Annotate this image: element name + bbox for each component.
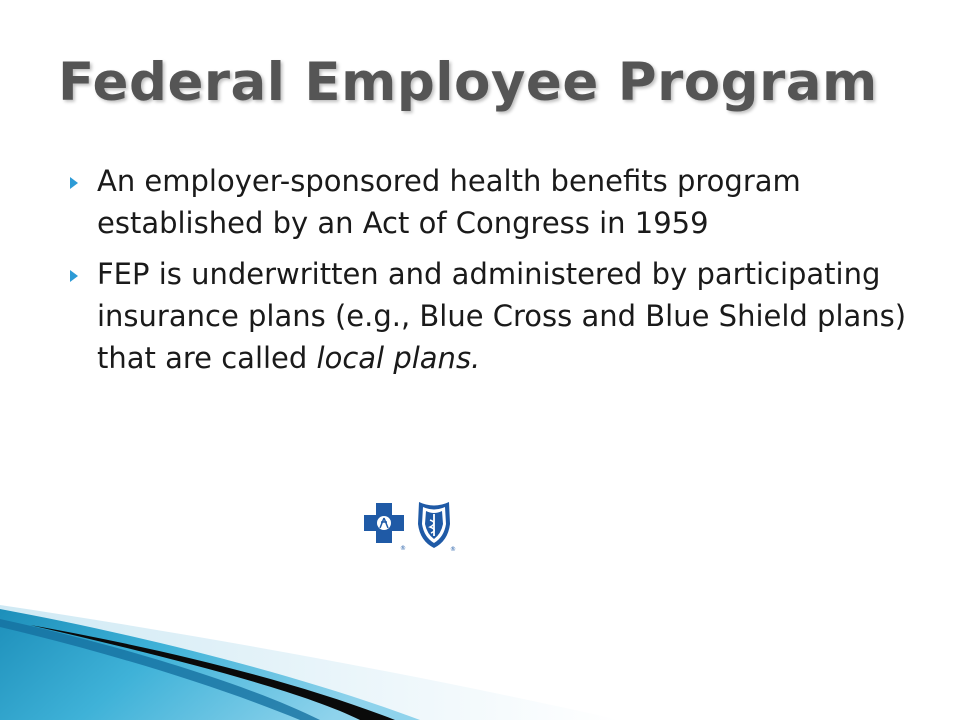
bullet-text: An employer-sponsored health benefits program established by an Act of Congress in 1959	[97, 164, 801, 240]
bullet-text: FEP is underwritten and administered by participating insurance plans (e.g., Blue Cross and Blue Shield plans) that are called	[97, 257, 907, 375]
blue-shield-logo-icon	[418, 502, 456, 553]
bcbs-logos	[362, 498, 466, 556]
bullet-item	[70, 160, 910, 244]
footer-swoosh-decoration	[0, 595, 960, 720]
registered-mark: ®	[450, 546, 456, 553]
bullet-arrow-icon	[70, 177, 78, 189]
bullet-arrow-icon	[70, 270, 78, 282]
bullet-list	[70, 160, 910, 388]
registered-mark: ®	[400, 545, 406, 552]
bullet-item	[70, 253, 910, 379]
bullet-text-italic: local plans.	[316, 341, 481, 375]
slide-title: Federal Employee Program	[58, 52, 878, 113]
blue-cross-logo-icon	[364, 503, 406, 552]
